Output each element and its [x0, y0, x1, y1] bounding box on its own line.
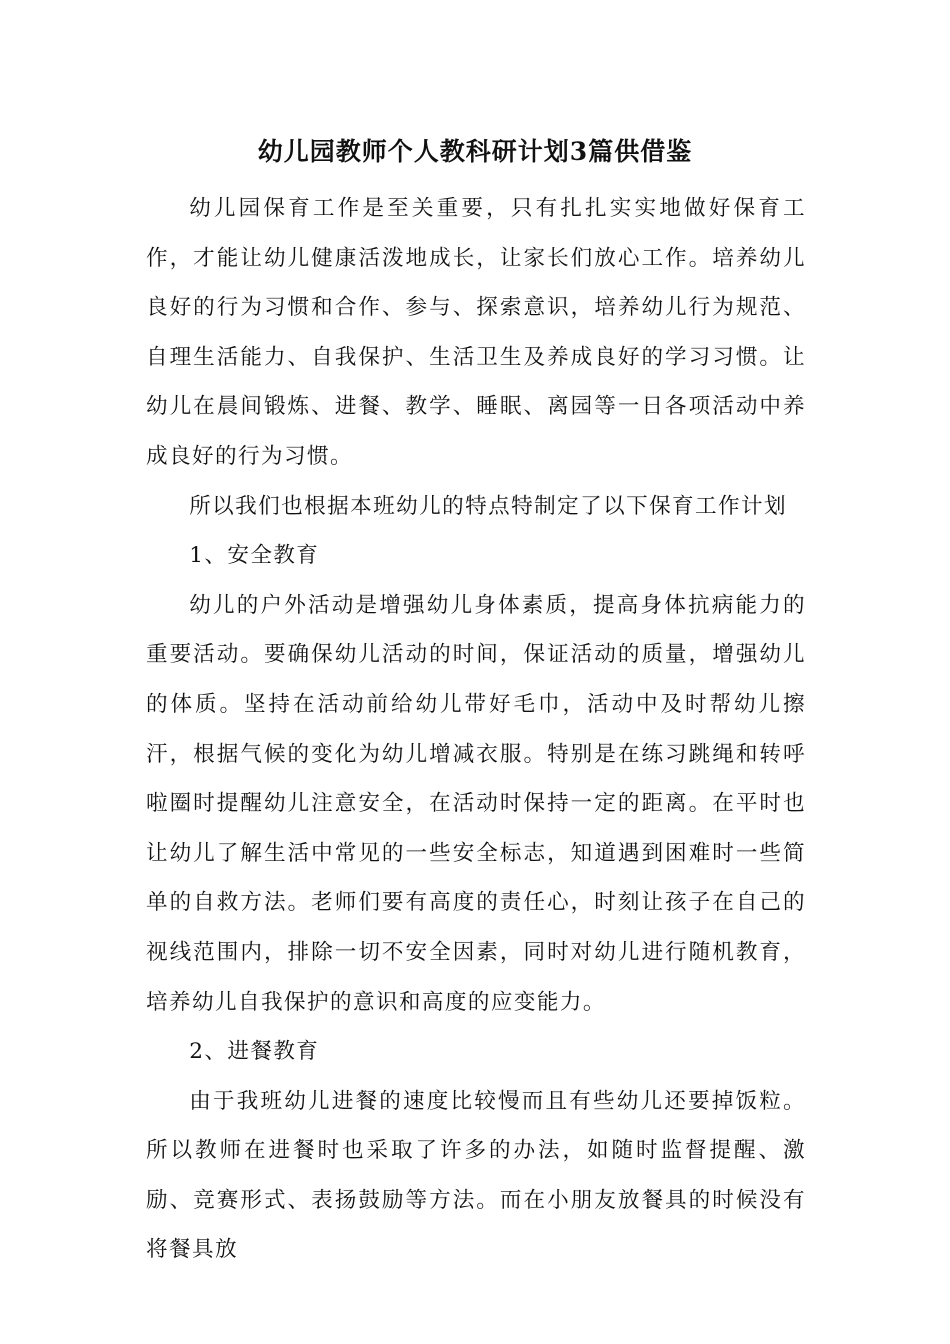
section-heading-meals: 2、进餐教育 [189, 1039, 320, 1065]
paragraph-safety: 幼儿的户外活动是增强幼儿身体素质，提高身体抗病能力的重要活动。要确保幼儿活动的时间，保证活动的质量，增强幼儿的体质。坚持在活动前给幼儿带好毛巾，活动中及时帮幼儿擦汗，根据气候的变化为幼儿增减衣服。特别是在练习跳绳和转呼啦圈时提醒幼儿注意安全，在活动时保持一定的距离。在平时也让幼儿了解生活中常见的一些安全标志，知道遇到困难时一些简单的自救方法。老师们要有高度的责任心，时刻让孩子在自己的视线范围内，排除一切不安全因素，同时对幼儿进行随机教育，培养幼儿自我保护的意识和高度的应变能力。 [146, 592, 806, 1015]
paragraph-intro: 幼儿园保育工作是至关重要，只有扎扎实实地做好保育工作，才能让幼儿健康活泼地成长，让家长们放心工作。培养幼儿良好的行为习惯和合作、参与、探索意识，培养幼儿行为规范、自理生活能力、自我保护、生活卫生及养成良好的学习习惯。让幼儿在晨间锻炼、进餐、教学、睡眠、离园等一日各项活动中养成良好的行为习惯。 [146, 196, 806, 469]
document-title: 幼儿园教师个人教科研计划3篇供借鉴 [257, 137, 693, 166]
section-heading-safety: 1、安全教育 [189, 543, 320, 569]
paragraph-meals: 由于我班幼儿进餐的速度比较慢而且有些幼儿还要掉饭粒。所以教师在进餐时也采取了许多的办法，如随时监督提醒、激励、竞赛形式、表扬鼓励等方法。而在小朋友放餐具的时候没有将餐具放 [146, 1088, 806, 1263]
document-body [146, 184, 806, 1275]
paragraph-plan-statement: 所以我们也根据本班幼儿的特点特制定了以下保育工作计划 [189, 493, 788, 519]
